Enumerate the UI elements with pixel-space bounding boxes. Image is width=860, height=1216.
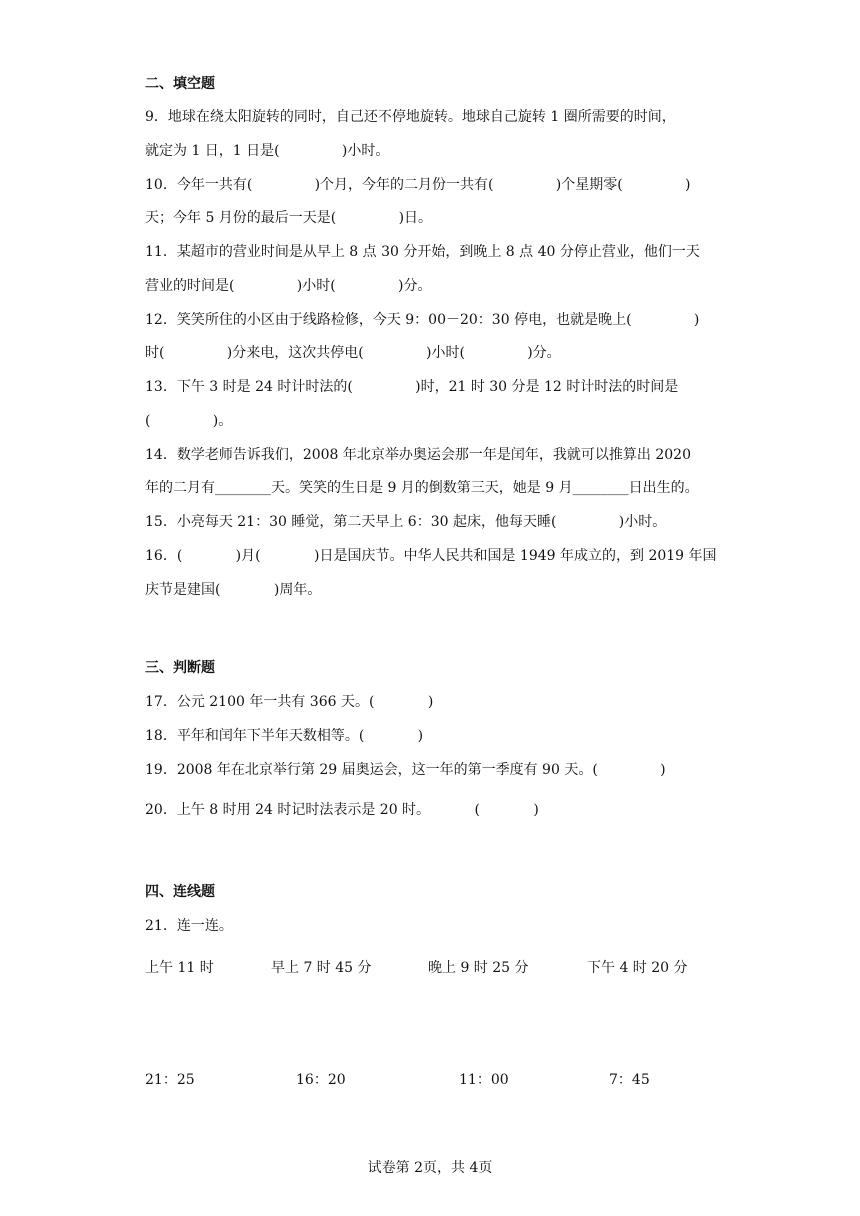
match-bottom-item: 21：25 xyxy=(145,1072,195,1088)
page-footer: 试卷第 2页，共 4页 xyxy=(367,1160,493,1176)
question-line: 13．下午 3 时是 24 时计时法的( )时，21 时 30 分是 12 时计时法的时间是 xyxy=(145,379,679,395)
question-line: 14．数学老师告诉我们，2008 年北京举办奥运会那一年是闰年，我就可以推算出 2020 xyxy=(145,447,691,463)
match-top-item: 晚上 9 时 25 分 xyxy=(428,960,529,976)
match-bottom-item: 16：20 xyxy=(296,1072,346,1088)
question-line: 天；今年 5 月份的最后一天是( )日。 xyxy=(145,210,433,226)
question-line: 21．连一连。 xyxy=(145,918,233,934)
question-line: 20．上午 8 时用 24 时记时法表示是 20 时。 ( ) xyxy=(145,802,539,818)
question-line: ( )。 xyxy=(145,413,233,429)
question-line: 12．笑笑所住的小区由于线路检修，今天 9：00－20：30 停电，也就是晚上( ) xyxy=(145,312,700,328)
section-heading-fill: 二、填空题 xyxy=(145,76,215,92)
question-line: 15．小亮每天 21：30 睡觉，第二天早上 6：30 起床，他每天睡( )小时。 xyxy=(145,514,667,530)
question-line: 9．地球在绕太阳旋转的同时，自己还不停地旋转。地球自己旋转 1 圈所需要的时间， xyxy=(145,109,676,125)
match-top-item: 早上 7 时 45 分 xyxy=(271,960,372,976)
match-top-item: 下午 4 时 20 分 xyxy=(587,960,688,976)
question-line: 营业的时间是( )小时( )分。 xyxy=(145,278,432,294)
question-line: 10．今年一共有( )个月，今年的二月份一共有( )个星期零( ) xyxy=(145,177,691,193)
question-line: 11．某超市的营业时间是从早上 8 点 30 分开始，到晚上 8 点 40 分停止营业，他们一天 xyxy=(145,244,700,260)
question-line: 18．平年和闰年下半年天数相等。( ) xyxy=(145,728,424,744)
match-bottom-item: 7：45 xyxy=(609,1072,650,1088)
question-line: 庆节是建国( )周年。 xyxy=(145,582,322,598)
section-heading-judge: 三、判断题 xyxy=(145,660,215,676)
match-top-item: 上午 11 时 xyxy=(145,960,214,976)
question-line: 就定为 1 日，1 日是( )小时。 xyxy=(145,143,390,159)
question-line: 17．公元 2100 年一共有 366 天。( ) xyxy=(145,694,434,710)
question-line: 时( )分来电，这次共停电( )小时( )分。 xyxy=(145,345,561,361)
match-bottom-item: 11：00 xyxy=(459,1072,509,1088)
question-line: 19．2008 年在北京举行第 29 届奥运会，这一年的第一季度有 90 天。( ) xyxy=(145,762,666,778)
question-line: 年的二月有________天。笑笑的生日是 9 月的倒数第三天，她是 9 月________日出生的。 xyxy=(145,480,699,496)
section-heading-match: 四、连线题 xyxy=(145,884,215,900)
question-line: 16．( )月( )日是国庆节。中华人民共和国是 1949 年成立的，到 2019 年国 xyxy=(145,548,717,564)
